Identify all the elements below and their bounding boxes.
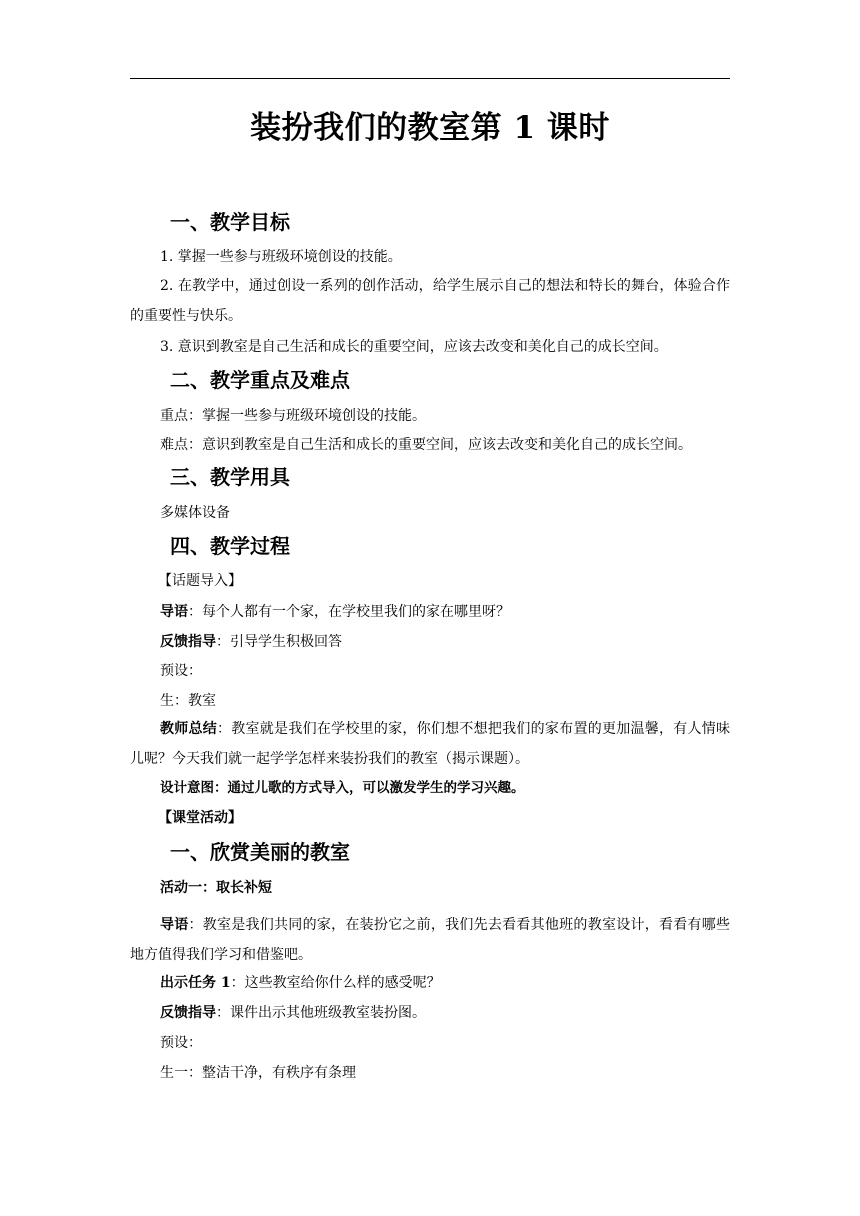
objective-item-2: 2. 在教学中，通过创设一系列的创作活动，给学生展示自己的想法和特长的舞台，体验合作的重要性与快乐。 (130, 278, 730, 324)
preset-label: 预设： (160, 663, 202, 679)
objective-item-3: 3. 意识到教室是自己生活和成长的重要空间，应该去改变和美化自己的成长空间。 (160, 339, 668, 355)
lead-line (160, 601, 510, 623)
feedback-two-label: 反馈指导 (160, 1005, 216, 1021)
student-answer: 生：教室 (160, 693, 216, 709)
objective-item-1: 1. 掌握一些参与班级环境创设的技能。 (160, 249, 402, 265)
lead-two-text: ：教室是我们共同的家，在装扮它之前，我们先去看看其他班的教室设计，看看有哪些地方值得我们学习和借鉴吧。 (130, 917, 731, 963)
feedback-two-text: ：课件出示其他班级教室装扮图。 (216, 1005, 426, 1021)
feedback-text: ：引导学生积极回答 (216, 634, 342, 650)
task-one-text: ：这些教室给你什么样的感受呢？ (230, 975, 441, 991)
section-heading-objectives: 一、教学目标 (170, 210, 290, 234)
section-heading-key-points: 二、教学重点及难点 (170, 368, 350, 392)
sub-heading-appreciate: 一、欣赏美丽的教室 (170, 840, 350, 864)
lead-two-label: 导语 (160, 917, 189, 933)
student-one-answer: 生一：整洁干净，有秩序有条理 (160, 1065, 356, 1081)
design-intent: 设计意图：通过儿歌的方式导入，可以激发学生的学习兴趣。 (160, 780, 525, 796)
feedback-line (160, 631, 342, 653)
tools-text: 多媒体设备 (160, 505, 230, 521)
lead-label: 导语 (160, 604, 188, 620)
section-heading-tools: 三、教学用具 (170, 465, 290, 489)
feedback-two-line (160, 1002, 426, 1024)
summary-text: ：教室就是我们在学校里的家，你们想不想把我们的家布置的更加温馨，有人情味儿呢？今天我们就一起学学怎样来装扮我们的教室（揭示课题）。 (130, 721, 731, 767)
intro-tag: 【话题导入】 (158, 573, 242, 589)
summary-label: 教师总结 (160, 721, 218, 737)
task-one-line (160, 972, 441, 994)
task-one-label: 出示任务 1 (160, 975, 231, 991)
teacher-summary (130, 714, 730, 774)
lead-two (130, 910, 730, 970)
header-rule (130, 78, 730, 79)
feedback-label: 反馈指导 (160, 634, 216, 650)
document-title: 装扮我们的教室第 1 课时 (250, 110, 610, 146)
key-point: 重点：掌握一些参与班级环境创设的技能。 (160, 408, 426, 424)
lead-text: ：每个人都有一个家，在学校里我们的家在哪里呀？ (188, 604, 510, 620)
difficult-point: 难点：意识到教室是自己生活和成长的重要空间，应该去改变和美化自己的成长空间。 (160, 437, 692, 453)
activity-tag: 【课堂活动】 (158, 810, 242, 826)
section-heading-process: 四、教学过程 (170, 534, 290, 558)
preset-two-label: 预设： (160, 1035, 202, 1051)
activity-one-title: 活动一：取长补短 (160, 880, 272, 896)
